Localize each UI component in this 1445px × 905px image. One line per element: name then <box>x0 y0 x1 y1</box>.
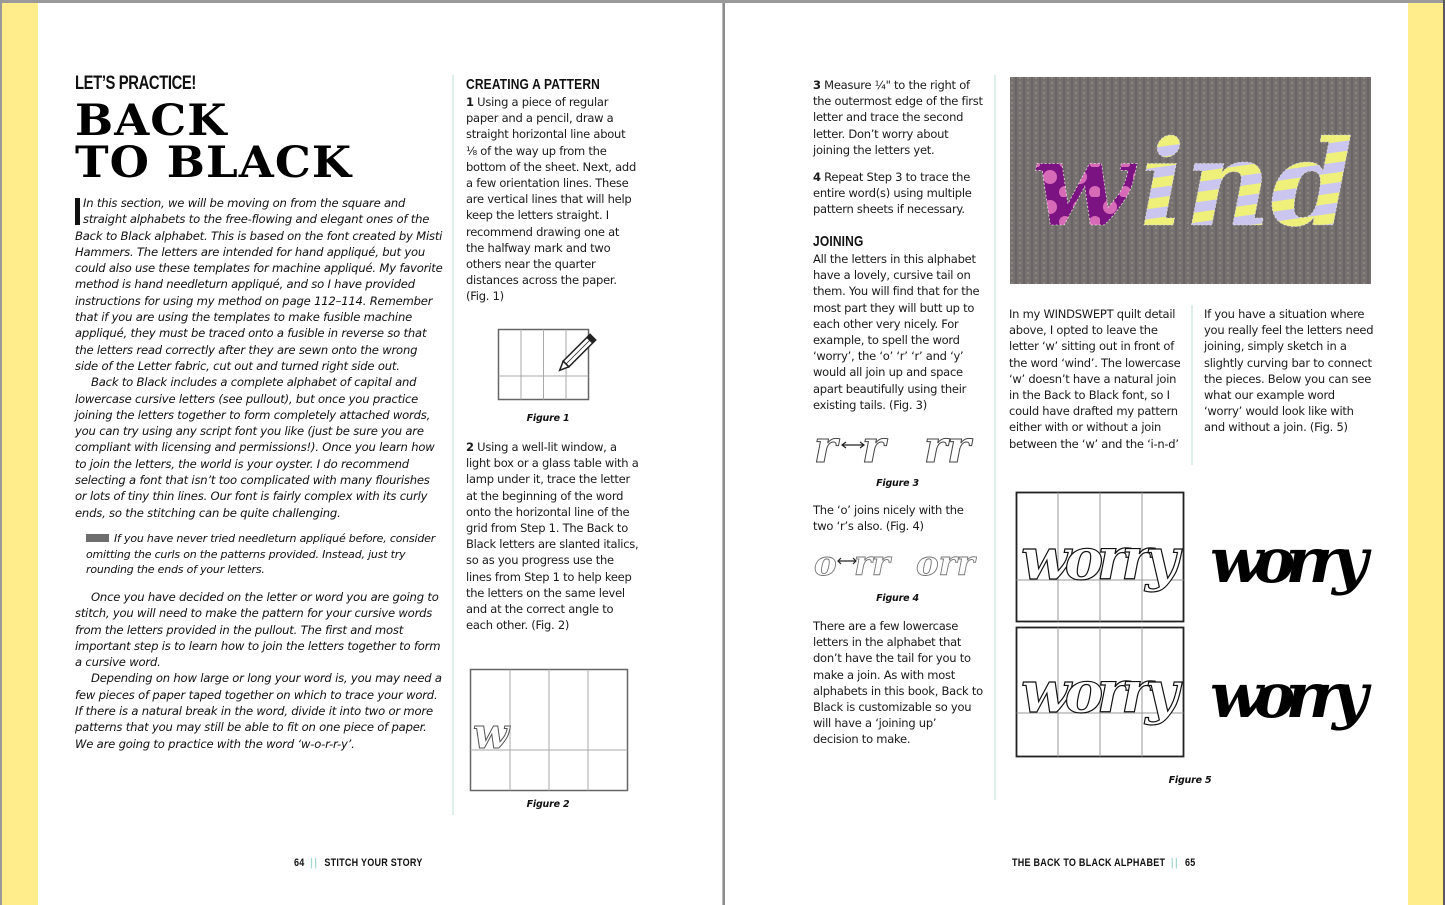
left-page-yellow-edge <box>2 3 38 905</box>
step-3-text: Measure ¼" to the right of the outermost edge of the first letter and trace the second letter. Don’t worry about joining the letters yet. <box>813 78 983 157</box>
creating-pattern-heading: CREATING A PATTERN <box>466 76 600 93</box>
tip-box <box>86 531 436 578</box>
intro-text <box>75 195 443 521</box>
right-page-yellow-edge <box>1408 3 1443 905</box>
figure-5-grid-joined <box>1017 493 1184 622</box>
figure-4-letters-rr: rr <box>854 544 890 584</box>
step-1-number: 1 <box>466 95 474 109</box>
step-4-number: 4 <box>813 170 821 184</box>
quilt-letters-ind: ind <box>1140 114 1354 253</box>
few-lowercase-text: There are a few lowercase letters in the alphabet that don’t have the tail for you to make a join. As with most alphabets in this book, Back to Black is customizable so you will have a ‘joining up’ decision to make. <box>813 619 983 747</box>
outro-paragraph-1: Once you have decided on the letter or word you are going to stitch, you will need to make the pattern for your cursive words from the letters provided in the pullout. The first and most important step is to learn how to join the letters together to form a cursive word. <box>75 590 441 670</box>
step-1-text: Using a piece of regular paper and a pencil, draw a straight horizontal line about ⅛ of the way up from the bottom of the sheet. Next, add a few orientation lines. These are vertical lines that will help keep the letters straight. I recommend drawing one at the halfway mark and two others near the quarter distances across the paper. (Fig. 1) <box>466 95 637 304</box>
double-arrow-icon <box>842 442 864 448</box>
right-page-number: 65 <box>1185 857 1196 869</box>
figure-1-grid <box>496 326 606 404</box>
figure-3-letter-r-left: r <box>814 422 838 472</box>
book-title: STITCH YOUR STORY <box>324 857 423 869</box>
figure-3-joined-rr: rr <box>924 422 971 472</box>
figure-4-caption: Figure 4 <box>876 593 919 604</box>
joining-heading: JOINING <box>813 233 864 250</box>
tip-marker <box>86 534 109 542</box>
figure-5-solid-word-unjoined: worry <box>1210 659 1368 732</box>
step-3-number: 3 <box>813 78 821 92</box>
figure-2-letter: w <box>473 709 510 758</box>
quilt-letter-w: w <box>1032 114 1134 253</box>
step-2-number: 2 <box>466 440 474 454</box>
left-page-number: 64 <box>294 857 305 869</box>
step-2 <box>466 439 640 633</box>
tip-text: If you have never tried needleturn appliqué before, consider omitting the curls on the patterns provided. Instead, just try rounding the ends of your letters. <box>86 532 436 576</box>
chapter-title: THE BACK TO BLACK ALPHABET <box>1012 857 1166 869</box>
outro-text <box>75 589 443 752</box>
figure-5-grids <box>1015 491 1187 759</box>
figure-4 <box>812 540 984 584</box>
step-4 <box>813 169 985 218</box>
figure-3 <box>812 420 984 472</box>
page-title-line-1: BACK <box>75 96 228 146</box>
left-page-footer <box>294 857 423 869</box>
figure-2-caption: Figure 2 <box>526 799 570 810</box>
intro-paragraph-2: Back to Black includes a complete alphabet of capital and lowercase cursive letters (see pullout), but once you practice joining the letters together to form completely attached words, you can try using any script font you like (just be sure you are compliant with licensing and permissions!). Once you learn how to join the letters, the world is your oyster. I do recommend selecting a font that isn’t too complicated with many flourishes or lots of tiny thin lines. Our font is fairly complex with its curly ends, so the stitching can be quite challenging. <box>75 375 435 520</box>
column-rule-left <box>452 75 454 815</box>
drop-cap-bar <box>75 198 80 225</box>
figure-4-joined-orr: orr <box>916 544 975 584</box>
outro-paragraph-2: Depending on how large or long your word is, you may need a few pieces of paper taped together on which to trace your word. If there is a natural break in the word, divide it into two or more patterns that you may still be able to fit on one piece of paper. We are going to practice with the word ‘w-o-r-r-y’. <box>75 671 442 751</box>
figure-5-solid-words <box>1208 520 1373 740</box>
right-page-footer <box>1012 857 1196 869</box>
o-joins-text: The ‘o’ joins nicely with the two ‘r’s also. (Fig. 4) <box>813 503 964 534</box>
section-kicker: LET’S PRACTICE! <box>75 73 196 94</box>
step-1 <box>466 94 638 305</box>
footer-separator: || <box>310 857 319 869</box>
pencil-icon <box>557 334 596 373</box>
figure-5-outline-word-joined: worry <box>1021 525 1179 593</box>
figure-5-caption: Figure 5 <box>1168 775 1212 786</box>
figure-1-caption: Figure 1 <box>526 413 570 424</box>
page-title-line-2: TO BLACK <box>75 138 353 188</box>
column-rule-right <box>994 75 996 800</box>
situation-text: If you have a situation where you really feel the letters need joining, simply sketch in a slightly curving bar to connect the pieces. Below you can see what our example word ‘worry’ would look like with and without a join. (Fig. 5) <box>1204 307 1374 435</box>
joining-text: All the letters in this alphabet have a lovely, cursive tail on them. You will find that for the most part they will butt up to each other very nicely. For example, to spell the word ‘worry’, the ‘o’ ‘r’ ‘r’ and ‘y’ would all join up and space apart beautifully using their existing tails. (Fig. 3) <box>813 252 980 412</box>
figure-4-letter-o: o <box>814 544 837 584</box>
step-3 <box>813 77 985 158</box>
figure-3-letter-r-right: r <box>862 422 886 472</box>
figure-5-outline-word-unjoined: worry <box>1021 658 1179 726</box>
figure-5-solid-word-joined: worry <box>1210 524 1368 597</box>
column-rule-inner <box>1191 305 1193 465</box>
figure-5-grid-unjoined <box>1017 628 1184 757</box>
step-2-text: Using a well-lit window, a light box or a glass table with a lamp under it, trace the letter at the beginning of the word onto the horizontal line of the grid from Step 1. The Back to Black letters are slanted italics, so as you progress use the lines from Step 1 to help keep the letters on the same level and at the correct angle to each other. (Fig. 2) <box>466 440 639 633</box>
windswept-text: In my WINDSWEPT quilt detail above, I opted to leave the letter ‘w’ sitting out in front of the word ‘wind’. The lowercase ‘w’ doesn’t have a natural join in the Back to Black font, so I could have drafted my pattern either with or without a join between the ‘w’ and the ‘i-n-d’ <box>1009 307 1181 451</box>
intro-paragraph-1: In this section, we will be moving on from the square and straight alphabets to the free-flowing and elegant ones of the Back to Black alphabet. This is based on the font created by Misti Hammers. The letters are intended for hand appliqué, but you could also use these templates for machine appliqué. My favorite method is hand needleturn appliqué, and so I have provided instructions for using my method on page 112–114. Remember that if you are using the templates to make fusible machine appliqué, they must be traced onto a fusible in reverse so that the letters read correctly after they are sewn onto the wrong side of the Letter fabric, cut out and turned right side out. <box>75 196 443 373</box>
figure-2-grid <box>469 668 631 794</box>
step-4-text: Repeat Step 3 to trace the entire word(s) using multiple pattern sheets if necessary. <box>813 170 972 217</box>
footer-separator: || <box>1170 857 1180 869</box>
figure-3-caption: Figure 3 <box>876 478 919 489</box>
windswept-quilt-photo <box>1010 77 1371 284</box>
